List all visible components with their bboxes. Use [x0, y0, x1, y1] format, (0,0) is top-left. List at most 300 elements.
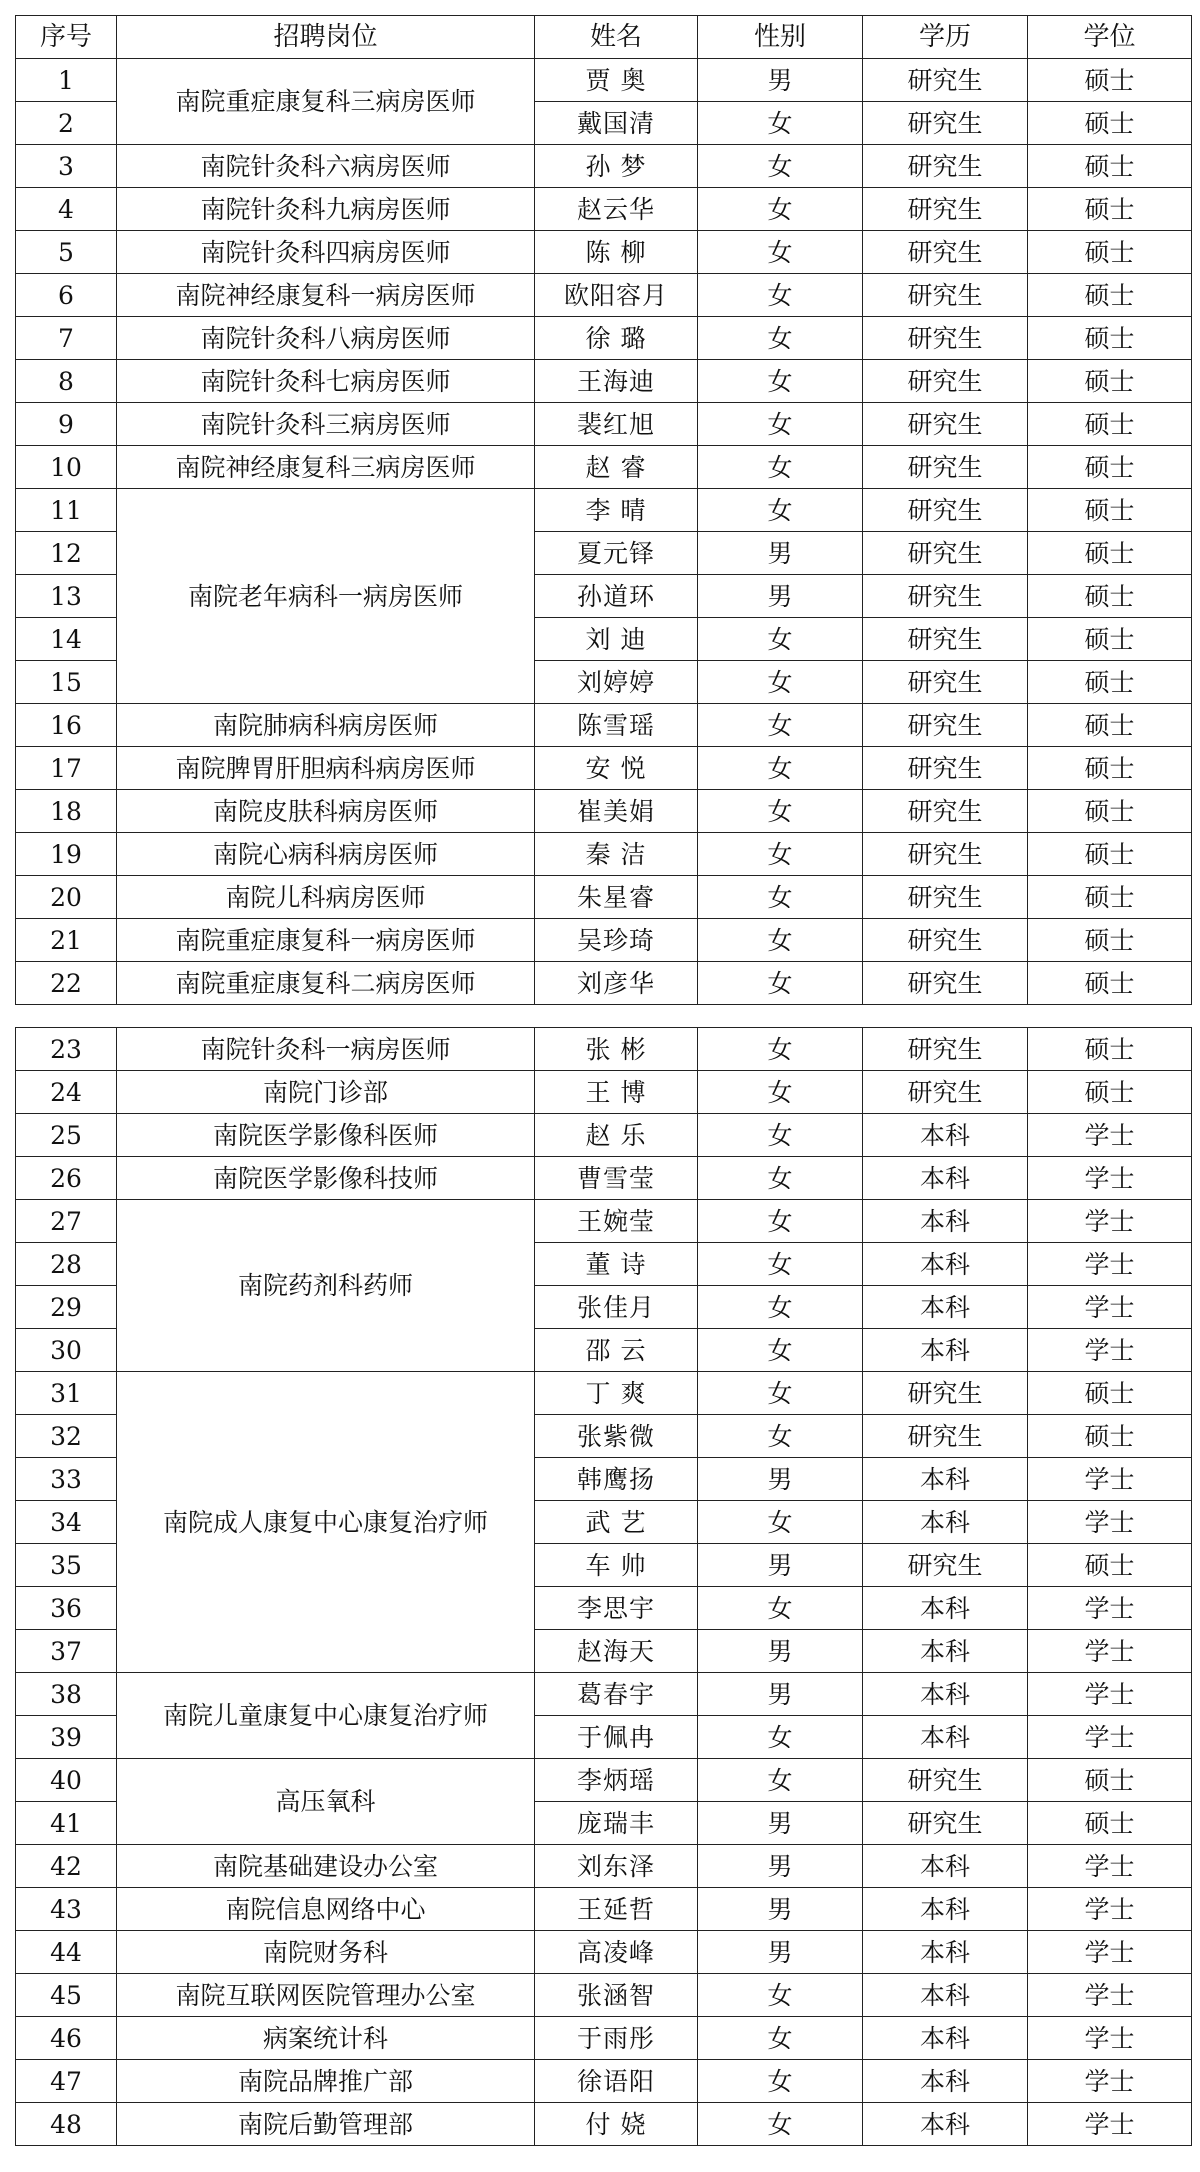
cell-degree: 硕士: [1028, 1759, 1192, 1802]
cell-degree: 学士: [1028, 2103, 1192, 2146]
cell-gender: 男: [698, 1458, 863, 1501]
cell-degree: 硕士: [1028, 747, 1192, 790]
cell-degree: 硕士: [1028, 532, 1192, 575]
cell-education: 研究生: [863, 790, 1028, 833]
cell-serial-number: 42: [16, 1845, 117, 1888]
table-header-row: [16, 16, 1192, 59]
cell-position: 南院互联网医院管理办公室: [117, 1974, 535, 2017]
table-row: [16, 489, 1192, 532]
cell-degree: 学士: [1028, 1243, 1192, 1286]
cell-degree: 学士: [1028, 1673, 1192, 1716]
table-row: [16, 360, 1192, 403]
table-row: [16, 1372, 1192, 1415]
table-row: [16, 704, 1192, 747]
cell-gender: 女: [698, 962, 863, 1005]
cell-education: 本科: [863, 1630, 1028, 1673]
cell-education: 本科: [863, 1501, 1028, 1544]
cell-serial-number: 41: [16, 1802, 117, 1845]
cell-name: 刘 迪: [535, 618, 698, 661]
cell-degree: 硕士: [1028, 145, 1192, 188]
cell-serial-number: 28: [16, 1243, 117, 1286]
cell-name: 孙 梦: [535, 145, 698, 188]
cell-education: 本科: [863, 1458, 1028, 1501]
cell-serial-number: 25: [16, 1114, 117, 1157]
cell-degree: 学士: [1028, 2060, 1192, 2103]
cell-name: 武 艺: [535, 1501, 698, 1544]
cell-degree: 硕士: [1028, 274, 1192, 317]
cell-degree: 硕士: [1028, 962, 1192, 1005]
cell-degree: 学士: [1028, 1630, 1192, 1673]
table-row: [16, 1845, 1192, 1888]
cell-name: 赵 乐: [535, 1114, 698, 1157]
cell-gender: 男: [698, 1802, 863, 1845]
cell-degree: 硕士: [1028, 876, 1192, 919]
cell-gender: 女: [698, 1329, 863, 1372]
cell-name: 裴红旭: [535, 403, 698, 446]
cell-gender: 女: [698, 1243, 863, 1286]
cell-degree: 硕士: [1028, 1802, 1192, 1845]
cell-name: 戴国清: [535, 102, 698, 145]
cell-degree: 硕士: [1028, 919, 1192, 962]
cell-degree: 硕士: [1028, 102, 1192, 145]
hiring-table-part-2: [15, 1027, 1192, 2146]
header-position: 招聘岗位: [117, 16, 535, 59]
header-name: 姓名: [535, 16, 698, 59]
cell-degree: 学士: [1028, 1974, 1192, 2017]
cell-serial-number: 17: [16, 747, 117, 790]
cell-name: 秦 洁: [535, 833, 698, 876]
cell-degree: 学士: [1028, 1458, 1192, 1501]
cell-name: 朱星睿: [535, 876, 698, 919]
cell-gender: 女: [698, 618, 863, 661]
cell-serial-number: 18: [16, 790, 117, 833]
cell-name: 李思宇: [535, 1587, 698, 1630]
table-row: [16, 747, 1192, 790]
cell-degree: 硕士: [1028, 446, 1192, 489]
table-row: [16, 1157, 1192, 1200]
cell-gender: 男: [698, 575, 863, 618]
cell-gender: 女: [698, 1716, 863, 1759]
cell-name: 张紫微: [535, 1415, 698, 1458]
cell-position: 南院儿童康复中心康复治疗师: [117, 1673, 535, 1759]
cell-serial-number: 46: [16, 2017, 117, 2060]
table-row: [16, 317, 1192, 360]
cell-gender: 女: [698, 102, 863, 145]
cell-name: 葛春宇: [535, 1673, 698, 1716]
cell-education: 本科: [863, 1243, 1028, 1286]
cell-serial-number: 11: [16, 489, 117, 532]
cell-serial-number: 10: [16, 446, 117, 489]
cell-degree: 学士: [1028, 1157, 1192, 1200]
cell-gender: 男: [698, 1630, 863, 1673]
cell-name: 庞瑞丰: [535, 1802, 698, 1845]
table-row: [16, 1673, 1192, 1716]
table-body: [16, 59, 1192, 1005]
cell-name: 赵云华: [535, 188, 698, 231]
cell-education: 研究生: [863, 403, 1028, 446]
cell-serial-number: 3: [16, 145, 117, 188]
cell-gender: 男: [698, 1845, 863, 1888]
cell-education: 本科: [863, 1114, 1028, 1157]
cell-serial-number: 26: [16, 1157, 117, 1200]
cell-gender: 女: [698, 2103, 863, 2146]
cell-education: 研究生: [863, 102, 1028, 145]
cell-serial-number: 37: [16, 1630, 117, 1673]
cell-name: 欧阳容月: [535, 274, 698, 317]
cell-serial-number: 27: [16, 1200, 117, 1243]
cell-gender: 男: [698, 1673, 863, 1716]
cell-education: 本科: [863, 1587, 1028, 1630]
cell-name: 王 博: [535, 1071, 698, 1114]
cell-name: 赵海天: [535, 1630, 698, 1673]
cell-degree: 学士: [1028, 1329, 1192, 1372]
cell-gender: 女: [698, 2060, 863, 2103]
cell-position: 南院重症康复科一病房医师: [117, 919, 535, 962]
table-row: [16, 145, 1192, 188]
cell-gender: 男: [698, 1544, 863, 1587]
cell-serial-number: 24: [16, 1071, 117, 1114]
cell-education: 研究生: [863, 919, 1028, 962]
cell-serial-number: 30: [16, 1329, 117, 1372]
cell-serial-number: 4: [16, 188, 117, 231]
cell-degree: 硕士: [1028, 1415, 1192, 1458]
table-row: [16, 274, 1192, 317]
cell-name: 刘彦华: [535, 962, 698, 1005]
cell-name: 孙道环: [535, 575, 698, 618]
cell-serial-number: 33: [16, 1458, 117, 1501]
cell-education: 本科: [863, 2017, 1028, 2060]
cell-serial-number: 15: [16, 661, 117, 704]
cell-gender: 女: [698, 833, 863, 876]
cell-gender: 女: [698, 274, 863, 317]
cell-position: 南院财务科: [117, 1931, 535, 1974]
cell-degree: 学士: [1028, 1888, 1192, 1931]
cell-degree: 学士: [1028, 1114, 1192, 1157]
cell-position: 南院医学影像科技师: [117, 1157, 535, 1200]
cell-name: 李炳瑶: [535, 1759, 698, 1802]
cell-serial-number: 29: [16, 1286, 117, 1329]
cell-gender: 女: [698, 1974, 863, 2017]
cell-name: 于佩冉: [535, 1716, 698, 1759]
cell-gender: 女: [698, 403, 863, 446]
cell-education: 研究生: [863, 446, 1028, 489]
cell-gender: 女: [698, 1114, 863, 1157]
cell-gender: 女: [698, 231, 863, 274]
cell-education: 本科: [863, 1888, 1028, 1931]
cell-education: 研究生: [863, 575, 1028, 618]
cell-name: 李 晴: [535, 489, 698, 532]
table-row: [16, 1888, 1192, 1931]
cell-gender: 女: [698, 360, 863, 403]
cell-serial-number: 22: [16, 962, 117, 1005]
cell-serial-number: 40: [16, 1759, 117, 1802]
cell-education: 研究生: [863, 1544, 1028, 1587]
cell-serial-number: 47: [16, 2060, 117, 2103]
cell-serial-number: 43: [16, 1888, 117, 1931]
cell-position: 南院品牌推广部: [117, 2060, 535, 2103]
cell-education: 本科: [863, 1673, 1028, 1716]
cell-serial-number: 12: [16, 532, 117, 575]
cell-serial-number: 21: [16, 919, 117, 962]
cell-serial-number: 8: [16, 360, 117, 403]
cell-serial-number: 48: [16, 2103, 117, 2146]
cell-name: 吴珍琦: [535, 919, 698, 962]
cell-education: 本科: [863, 1157, 1028, 1200]
cell-serial-number: 1: [16, 59, 117, 102]
cell-position: 南院心病科病房医师: [117, 833, 535, 876]
cell-name: 韩鹰扬: [535, 1458, 698, 1501]
cell-position: 南院针灸科一病房医师: [117, 1028, 535, 1071]
cell-degree: 硕士: [1028, 59, 1192, 102]
cell-education: 研究生: [863, 532, 1028, 575]
cell-degree: 硕士: [1028, 1071, 1192, 1114]
cell-education: 研究生: [863, 1415, 1028, 1458]
cell-gender: 女: [698, 489, 863, 532]
cell-education: 研究生: [863, 747, 1028, 790]
cell-education: 研究生: [863, 317, 1028, 360]
cell-gender: 女: [698, 188, 863, 231]
table-row: [16, 403, 1192, 446]
cell-gender: 女: [698, 876, 863, 919]
cell-position: 高压氧科: [117, 1759, 535, 1845]
cell-position: 南院重症康复科二病房医师: [117, 962, 535, 1005]
cell-position: 南院药剂科药师: [117, 1200, 535, 1372]
table-row: [16, 962, 1192, 1005]
cell-degree: 学士: [1028, 1716, 1192, 1759]
cell-name: 王延哲: [535, 1888, 698, 1931]
cell-degree: 硕士: [1028, 317, 1192, 360]
cell-position: 病案统计科: [117, 2017, 535, 2060]
cell-education: 本科: [863, 1200, 1028, 1243]
cell-degree: 硕士: [1028, 231, 1192, 274]
cell-position: 南院基础建设办公室: [117, 1845, 535, 1888]
table-row: [16, 1071, 1192, 1114]
cell-serial-number: 34: [16, 1501, 117, 1544]
cell-education: 研究生: [863, 1071, 1028, 1114]
cell-name: 刘婷婷: [535, 661, 698, 704]
cell-position: 南院神经康复科三病房医师: [117, 446, 535, 489]
cell-position: 南院重症康复科三病房医师: [117, 59, 535, 145]
cell-degree: 学士: [1028, 1501, 1192, 1544]
cell-gender: 女: [698, 1200, 863, 1243]
hiring-table-part-1: [15, 15, 1192, 1005]
cell-serial-number: 13: [16, 575, 117, 618]
table-row: [16, 876, 1192, 919]
cell-gender: 男: [698, 1888, 863, 1931]
header-serial-number: 序号: [16, 16, 117, 59]
header-degree: 学位: [1028, 16, 1192, 59]
cell-education: 研究生: [863, 59, 1028, 102]
header-gender: 性别: [698, 16, 863, 59]
cell-name: 安 悦: [535, 747, 698, 790]
cell-position: 南院肺病科病房医师: [117, 704, 535, 747]
cell-education: 研究生: [863, 618, 1028, 661]
cell-serial-number: 6: [16, 274, 117, 317]
cell-name: 付 娆: [535, 2103, 698, 2146]
cell-serial-number: 5: [16, 231, 117, 274]
cell-education: 研究生: [863, 661, 1028, 704]
cell-degree: 硕士: [1028, 489, 1192, 532]
cell-position: 南院针灸科四病房医师: [117, 231, 535, 274]
cell-gender: 女: [698, 1587, 863, 1630]
cell-degree: 硕士: [1028, 403, 1192, 446]
cell-gender: 女: [698, 1071, 863, 1114]
cell-name: 贾 奥: [535, 59, 698, 102]
cell-name: 丁 爽: [535, 1372, 698, 1415]
cell-serial-number: 31: [16, 1372, 117, 1415]
cell-degree: 硕士: [1028, 790, 1192, 833]
cell-position: 南院皮肤科病房医师: [117, 790, 535, 833]
cell-serial-number: 20: [16, 876, 117, 919]
table-row: [16, 1759, 1192, 1802]
table-row: [16, 833, 1192, 876]
cell-serial-number: 9: [16, 403, 117, 446]
cell-serial-number: 45: [16, 1974, 117, 2017]
cell-name: 崔美娟: [535, 790, 698, 833]
table-row: [16, 446, 1192, 489]
cell-degree: 学士: [1028, 1286, 1192, 1329]
cell-serial-number: 16: [16, 704, 117, 747]
cell-name: 徐语阳: [535, 2060, 698, 2103]
cell-degree: 硕士: [1028, 618, 1192, 661]
table-row: [16, 59, 1192, 102]
table-row: [16, 1114, 1192, 1157]
cell-position: 南院针灸科七病房医师: [117, 360, 535, 403]
cell-serial-number: 38: [16, 1673, 117, 1716]
cell-serial-number: 44: [16, 1931, 117, 1974]
cell-education: 本科: [863, 1931, 1028, 1974]
cell-education: 研究生: [863, 274, 1028, 317]
cell-gender: 女: [698, 1759, 863, 1802]
cell-education: 本科: [863, 2060, 1028, 2103]
cell-gender: 女: [698, 1157, 863, 1200]
table-row: [16, 1200, 1192, 1243]
cell-name: 张佳月: [535, 1286, 698, 1329]
cell-degree: 硕士: [1028, 704, 1192, 747]
table-row: [16, 1028, 1192, 1071]
cell-gender: 女: [698, 1372, 863, 1415]
cell-gender: 女: [698, 446, 863, 489]
cell-serial-number: 7: [16, 317, 117, 360]
cell-position: 南院门诊部: [117, 1071, 535, 1114]
cell-education: 研究生: [863, 833, 1028, 876]
cell-gender: 女: [698, 145, 863, 188]
table-row: [16, 231, 1192, 274]
cell-position: 南院针灸科九病房医师: [117, 188, 535, 231]
cell-degree: 硕士: [1028, 1544, 1192, 1587]
cell-education: 研究生: [863, 489, 1028, 532]
cell-serial-number: 2: [16, 102, 117, 145]
cell-degree: 硕士: [1028, 575, 1192, 618]
cell-name: 王海迪: [535, 360, 698, 403]
cell-degree: 硕士: [1028, 360, 1192, 403]
cell-education: 本科: [863, 1974, 1028, 2017]
cell-gender: 女: [698, 1415, 863, 1458]
cell-education: 研究生: [863, 145, 1028, 188]
cell-degree: 硕士: [1028, 1372, 1192, 1415]
cell-degree: 学士: [1028, 1587, 1192, 1630]
cell-education: 研究生: [863, 188, 1028, 231]
table-row: [16, 919, 1192, 962]
cell-education: 研究生: [863, 1802, 1028, 1845]
cell-name: 张涵智: [535, 1974, 698, 2017]
cell-gender: 女: [698, 2017, 863, 2060]
cell-serial-number: 19: [16, 833, 117, 876]
cell-position: 南院医学影像科医师: [117, 1114, 535, 1157]
cell-education: 本科: [863, 1286, 1028, 1329]
cell-gender: 男: [698, 59, 863, 102]
cell-position: 南院儿科病房医师: [117, 876, 535, 919]
cell-name: 陈 柳: [535, 231, 698, 274]
table-body: [16, 1028, 1192, 2146]
cell-education: 研究生: [863, 1028, 1028, 1071]
cell-serial-number: 23: [16, 1028, 117, 1071]
cell-gender: 男: [698, 532, 863, 575]
cell-education: 研究生: [863, 1372, 1028, 1415]
cell-name: 车 帅: [535, 1544, 698, 1587]
cell-gender: 女: [698, 919, 863, 962]
cell-position: 南院老年病科一病房医师: [117, 489, 535, 704]
cell-education: 本科: [863, 2103, 1028, 2146]
table-row: [16, 790, 1192, 833]
table-row: [16, 1931, 1192, 1974]
cell-serial-number: 35: [16, 1544, 117, 1587]
cell-name: 刘东泽: [535, 1845, 698, 1888]
cell-degree: 硕士: [1028, 1028, 1192, 1071]
cell-degree: 硕士: [1028, 188, 1192, 231]
header-education: 学历: [863, 16, 1028, 59]
cell-gender: 男: [698, 1931, 863, 1974]
cell-name: 夏元铎: [535, 532, 698, 575]
cell-gender: 女: [698, 704, 863, 747]
cell-position: 南院信息网络中心: [117, 1888, 535, 1931]
table-row: [16, 2060, 1192, 2103]
cell-position: 南院针灸科六病房医师: [117, 145, 535, 188]
cell-name: 邵 云: [535, 1329, 698, 1372]
cell-education: 研究生: [863, 876, 1028, 919]
table-row: [16, 188, 1192, 231]
cell-education: 本科: [863, 1845, 1028, 1888]
cell-gender: 女: [698, 1028, 863, 1071]
cell-gender: 女: [698, 1286, 863, 1329]
cell-name: 徐 璐: [535, 317, 698, 360]
cell-gender: 女: [698, 661, 863, 704]
cell-degree: 学士: [1028, 1931, 1192, 1974]
cell-position: 南院针灸科八病房医师: [117, 317, 535, 360]
cell-gender: 女: [698, 1501, 863, 1544]
cell-name: 曹雪莹: [535, 1157, 698, 1200]
cell-serial-number: 32: [16, 1415, 117, 1458]
cell-gender: 女: [698, 317, 863, 360]
cell-serial-number: 36: [16, 1587, 117, 1630]
cell-education: 本科: [863, 1716, 1028, 1759]
cell-education: 研究生: [863, 1759, 1028, 1802]
cell-education: 研究生: [863, 704, 1028, 747]
cell-position: 南院脾胃肝胆病科病房医师: [117, 747, 535, 790]
cell-degree: 学士: [1028, 2017, 1192, 2060]
cell-name: 赵 睿: [535, 446, 698, 489]
cell-name: 董 诗: [535, 1243, 698, 1286]
cell-position: 南院成人康复中心康复治疗师: [117, 1372, 535, 1673]
table-row: [16, 2017, 1192, 2060]
cell-serial-number: 14: [16, 618, 117, 661]
cell-position: 南院针灸科三病房医师: [117, 403, 535, 446]
cell-education: 研究生: [863, 360, 1028, 403]
cell-name: 张 彬: [535, 1028, 698, 1071]
cell-position: 南院后勤管理部: [117, 2103, 535, 2146]
cell-name: 高凌峰: [535, 1931, 698, 1974]
cell-serial-number: 39: [16, 1716, 117, 1759]
